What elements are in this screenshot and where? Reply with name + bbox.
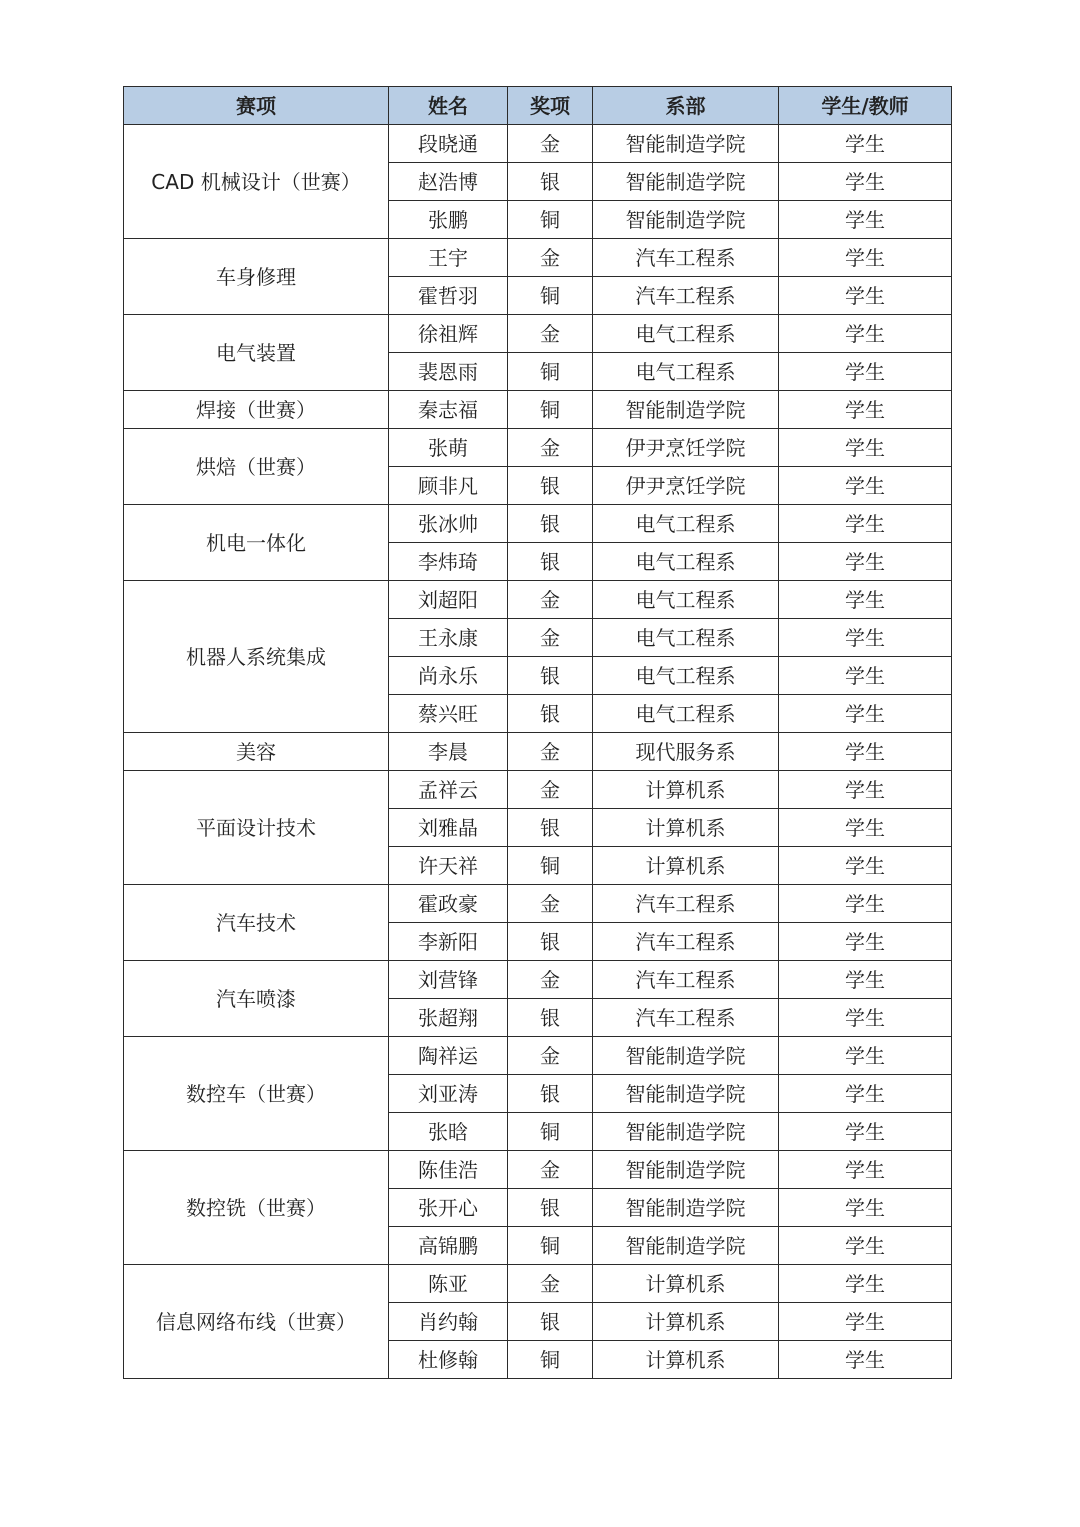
name-cell: 刘雅晶 [389, 809, 508, 847]
department-cell: 智能制造学院 [593, 1113, 779, 1151]
name-cell: 裴恩雨 [389, 353, 508, 391]
award-cell: 金 [508, 961, 593, 999]
award-cell: 金 [508, 239, 593, 277]
award-cell: 银 [508, 467, 593, 505]
award-cell: 金 [508, 1265, 593, 1303]
table-row [124, 505, 952, 543]
role-cell: 学生 [779, 1341, 952, 1379]
role-cell: 学生 [779, 277, 952, 315]
event-cell: CAD 机械设计（世赛） [124, 125, 389, 239]
department-cell: 汽车工程系 [593, 277, 779, 315]
role-cell: 学生 [779, 239, 952, 277]
event-cell: 数控车（世赛） [124, 1037, 389, 1151]
department-cell: 电气工程系 [593, 657, 779, 695]
department-cell: 伊尹烹饪学院 [593, 429, 779, 467]
name-cell: 李晨 [389, 733, 508, 771]
department-cell: 电气工程系 [593, 543, 779, 581]
name-cell: 李炜琦 [389, 543, 508, 581]
table-header-row [124, 87, 952, 125]
award-cell: 金 [508, 733, 593, 771]
name-cell: 张晗 [389, 1113, 508, 1151]
table-row [124, 239, 952, 277]
role-cell: 学生 [779, 201, 952, 239]
award-cell: 金 [508, 619, 593, 657]
role-cell: 学生 [779, 847, 952, 885]
award-cell: 银 [508, 1189, 593, 1227]
role-cell: 学生 [779, 999, 952, 1037]
role-cell: 学生 [779, 1265, 952, 1303]
role-cell: 学生 [779, 543, 952, 581]
department-cell: 计算机系 [593, 771, 779, 809]
name-cell: 顾非凡 [389, 467, 508, 505]
award-cell: 银 [508, 809, 593, 847]
award-cell: 金 [508, 885, 593, 923]
name-cell: 陈佳浩 [389, 1151, 508, 1189]
award-cell: 金 [508, 771, 593, 809]
name-cell: 秦志福 [389, 391, 508, 429]
event-cell: 数控铣（世赛） [124, 1151, 389, 1265]
department-cell: 电气工程系 [593, 315, 779, 353]
name-cell: 段晓通 [389, 125, 508, 163]
header-department: 系部 [593, 87, 779, 125]
event-cell: 机器人系统集成 [124, 581, 389, 733]
department-cell: 智能制造学院 [593, 1075, 779, 1113]
department-cell: 汽车工程系 [593, 239, 779, 277]
department-cell: 计算机系 [593, 847, 779, 885]
name-cell: 刘超阳 [389, 581, 508, 619]
name-cell: 张冰帅 [389, 505, 508, 543]
role-cell: 学生 [779, 657, 952, 695]
award-cell: 金 [508, 1151, 593, 1189]
event-cell: 焊接（世赛） [124, 391, 389, 429]
role-cell: 学生 [779, 391, 952, 429]
department-cell: 计算机系 [593, 809, 779, 847]
role-cell: 学生 [779, 809, 952, 847]
award-cell: 铜 [508, 847, 593, 885]
table-row [124, 1151, 952, 1189]
department-cell: 电气工程系 [593, 505, 779, 543]
name-cell: 王宇 [389, 239, 508, 277]
name-cell: 霍政豪 [389, 885, 508, 923]
name-cell: 张超翔 [389, 999, 508, 1037]
department-cell: 智能制造学院 [593, 1151, 779, 1189]
event-cell: 美容 [124, 733, 389, 771]
role-cell: 学生 [779, 467, 952, 505]
event-cell: 烘焙（世赛） [124, 429, 389, 505]
award-cell: 银 [508, 923, 593, 961]
name-cell: 肖约翰 [389, 1303, 508, 1341]
department-cell: 汽车工程系 [593, 999, 779, 1037]
role-cell: 学生 [779, 885, 952, 923]
award-cell: 银 [508, 1303, 593, 1341]
name-cell: 高锦鹏 [389, 1227, 508, 1265]
department-cell: 汽车工程系 [593, 961, 779, 999]
award-cell: 铜 [508, 201, 593, 239]
department-cell: 智能制造学院 [593, 391, 779, 429]
award-cell: 银 [508, 657, 593, 695]
table-row [124, 771, 952, 809]
name-cell: 许天祥 [389, 847, 508, 885]
award-cell: 金 [508, 1037, 593, 1075]
role-cell: 学生 [779, 429, 952, 467]
name-cell: 张鹏 [389, 201, 508, 239]
department-cell: 电气工程系 [593, 353, 779, 391]
name-cell: 赵浩博 [389, 163, 508, 201]
role-cell: 学生 [779, 1037, 952, 1075]
department-cell: 智能制造学院 [593, 201, 779, 239]
event-cell: 汽车喷漆 [124, 961, 389, 1037]
role-cell: 学生 [779, 1075, 952, 1113]
table-row [124, 961, 952, 999]
table-row [124, 429, 952, 467]
role-cell: 学生 [779, 1189, 952, 1227]
table-body [124, 125, 952, 1379]
award-cell: 铜 [508, 391, 593, 429]
name-cell: 孟祥云 [389, 771, 508, 809]
role-cell: 学生 [779, 163, 952, 201]
department-cell: 智能制造学院 [593, 1189, 779, 1227]
name-cell: 张开心 [389, 1189, 508, 1227]
award-cell: 银 [508, 999, 593, 1037]
department-cell: 计算机系 [593, 1341, 779, 1379]
award-cell: 铜 [508, 353, 593, 391]
name-cell: 徐祖辉 [389, 315, 508, 353]
header-award: 奖项 [508, 87, 593, 125]
role-cell: 学生 [779, 961, 952, 999]
name-cell: 陈亚 [389, 1265, 508, 1303]
role-cell: 学生 [779, 733, 952, 771]
name-cell: 王永康 [389, 619, 508, 657]
role-cell: 学生 [779, 923, 952, 961]
department-cell: 计算机系 [593, 1303, 779, 1341]
award-cell: 银 [508, 505, 593, 543]
award-cell: 银 [508, 1075, 593, 1113]
role-cell: 学生 [779, 619, 952, 657]
header-role: 学生/教师 [779, 87, 952, 125]
event-cell: 平面设计技术 [124, 771, 389, 885]
award-cell: 银 [508, 163, 593, 201]
name-cell: 刘营锋 [389, 961, 508, 999]
table-row [124, 733, 952, 771]
table-row [124, 315, 952, 353]
name-cell: 李新阳 [389, 923, 508, 961]
department-cell: 智能制造学院 [593, 1227, 779, 1265]
event-cell: 汽车技术 [124, 885, 389, 961]
department-cell: 电气工程系 [593, 581, 779, 619]
award-cell: 金 [508, 315, 593, 353]
award-cell: 银 [508, 543, 593, 581]
award-table [123, 86, 952, 1379]
award-cell: 铜 [508, 1113, 593, 1151]
award-cell: 金 [508, 581, 593, 619]
table-row [124, 885, 952, 923]
name-cell: 蔡兴旺 [389, 695, 508, 733]
event-cell: 电气装置 [124, 315, 389, 391]
role-cell: 学生 [779, 581, 952, 619]
role-cell: 学生 [779, 1113, 952, 1151]
department-cell: 电气工程系 [593, 695, 779, 733]
name-cell: 陶祥运 [389, 1037, 508, 1075]
role-cell: 学生 [779, 1151, 952, 1189]
table-row [124, 391, 952, 429]
role-cell: 学生 [779, 1303, 952, 1341]
award-cell: 金 [508, 429, 593, 467]
table-row [124, 1037, 952, 1075]
award-cell: 银 [508, 695, 593, 733]
name-cell: 张萌 [389, 429, 508, 467]
name-cell: 霍哲羽 [389, 277, 508, 315]
role-cell: 学生 [779, 1227, 952, 1265]
department-cell: 智能制造学院 [593, 1037, 779, 1075]
award-cell: 铜 [508, 1341, 593, 1379]
role-cell: 学生 [779, 353, 952, 391]
name-cell: 尚永乐 [389, 657, 508, 695]
department-cell: 电气工程系 [593, 619, 779, 657]
department-cell: 汽车工程系 [593, 923, 779, 961]
department-cell: 汽车工程系 [593, 885, 779, 923]
department-cell: 计算机系 [593, 1265, 779, 1303]
award-cell: 铜 [508, 277, 593, 315]
event-cell: 信息网络布线（世赛） [124, 1265, 389, 1379]
event-cell: 机电一体化 [124, 505, 389, 581]
event-cell: 车身修理 [124, 239, 389, 315]
table-row [124, 581, 952, 619]
department-cell: 伊尹烹饪学院 [593, 467, 779, 505]
award-cell: 铜 [508, 1227, 593, 1265]
department-cell: 智能制造学院 [593, 163, 779, 201]
name-cell: 刘亚涛 [389, 1075, 508, 1113]
name-cell: 杜修翰 [389, 1341, 508, 1379]
role-cell: 学生 [779, 315, 952, 353]
role-cell: 学生 [779, 125, 952, 163]
role-cell: 学生 [779, 505, 952, 543]
role-cell: 学生 [779, 695, 952, 733]
department-cell: 现代服务系 [593, 733, 779, 771]
award-cell: 金 [508, 125, 593, 163]
table-row [124, 125, 952, 163]
header-event: 赛项 [124, 87, 389, 125]
department-cell: 智能制造学院 [593, 125, 779, 163]
table-row [124, 1265, 952, 1303]
header-name: 姓名 [389, 87, 508, 125]
role-cell: 学生 [779, 771, 952, 809]
